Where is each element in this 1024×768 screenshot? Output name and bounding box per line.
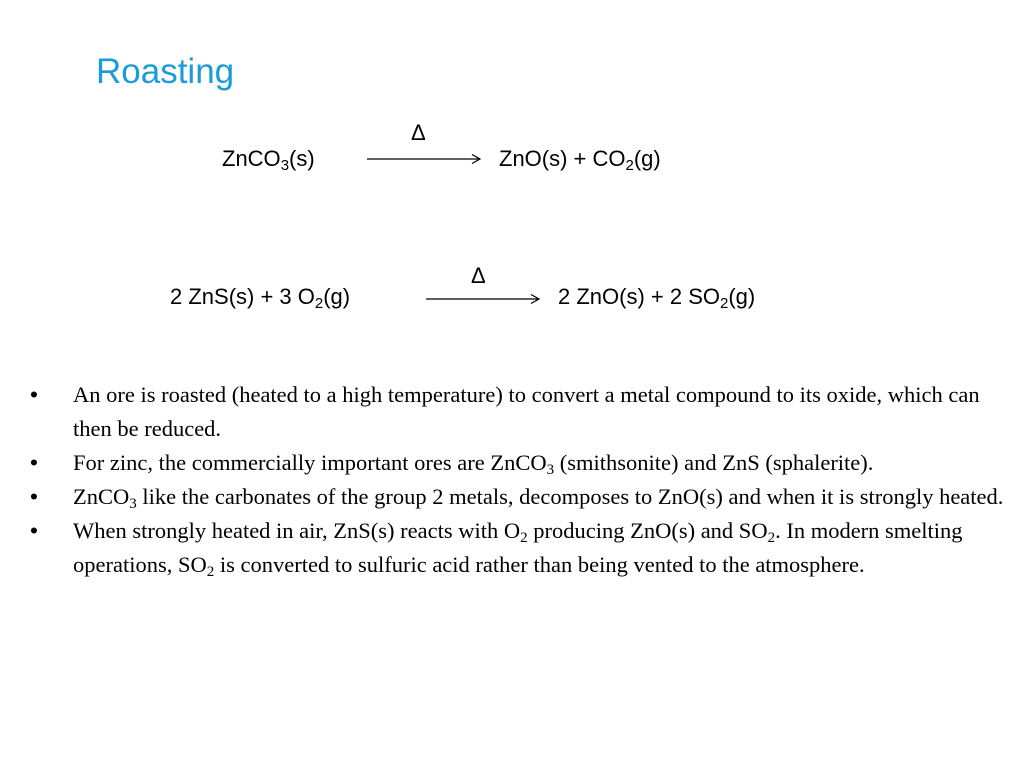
subscript: 2 — [520, 530, 528, 546]
subscript: 2 — [720, 295, 729, 312]
subscript: 3 — [280, 157, 290, 174]
bullet-item — [30, 480, 1010, 514]
bullet-text: For zinc, the commercially important ores are ZnCO$_3$ (smithsonite) and ZnS (sphalerite). — [73, 450, 874, 478]
subscript: 2 — [314, 295, 324, 312]
equation1-arrow-icon — [365, 153, 485, 165]
bullet-text: ZnCO$_3$ like the carbonates of the group 2 metals, decomposes to ZnO(s) and when it is strongly heated. — [73, 484, 1004, 512]
equation2-delta: Δ — [471, 263, 486, 288]
bullet-item — [30, 378, 1010, 446]
subscript: 2 — [206, 564, 215, 580]
bullet-icon: • — [30, 518, 38, 543]
slide-title: Roasting — [96, 52, 235, 91]
subscript: 2 — [767, 530, 776, 546]
equation1-reactant: ZnCO$_3$(s) — [222, 146, 315, 174]
bullet-list — [30, 378, 1010, 582]
bullet-item — [30, 446, 1010, 480]
bullet-text: An ore is roasted (heated to a high temperature) to convert a metal compound to its oxide, which can then be reduced. — [73, 382, 980, 441]
equation2-arrow-icon — [424, 293, 544, 305]
bullet-icon: • — [30, 450, 38, 475]
equation1-product: $ZnO(s) + CO_2(g)$ — [499, 146, 661, 174]
subscript: 3 — [546, 462, 555, 478]
bullet-text: When strongly heated in air, ZnS(s) reacts with $O_2$ producing ZnO(s) and $SO_2$. In modern smelting operations, $SO_2$ is converted to sulfuric acid rather than being vented to the atmosphere. — [73, 518, 963, 580]
equation2-product: 2 ZnO(s) + 2 $SO_2(g)$ — [558, 284, 756, 312]
equation1-delta: Δ — [411, 120, 426, 145]
subscript: 3 — [129, 496, 137, 512]
bullet-item — [30, 514, 1010, 582]
bullet-icon: • — [30, 382, 38, 407]
equation2-reactant: 2 ZnS(s) + 3 $O_2(g)$ — [170, 284, 351, 312]
bullet-icon: • — [30, 484, 38, 509]
subscript: 2 — [625, 157, 634, 174]
